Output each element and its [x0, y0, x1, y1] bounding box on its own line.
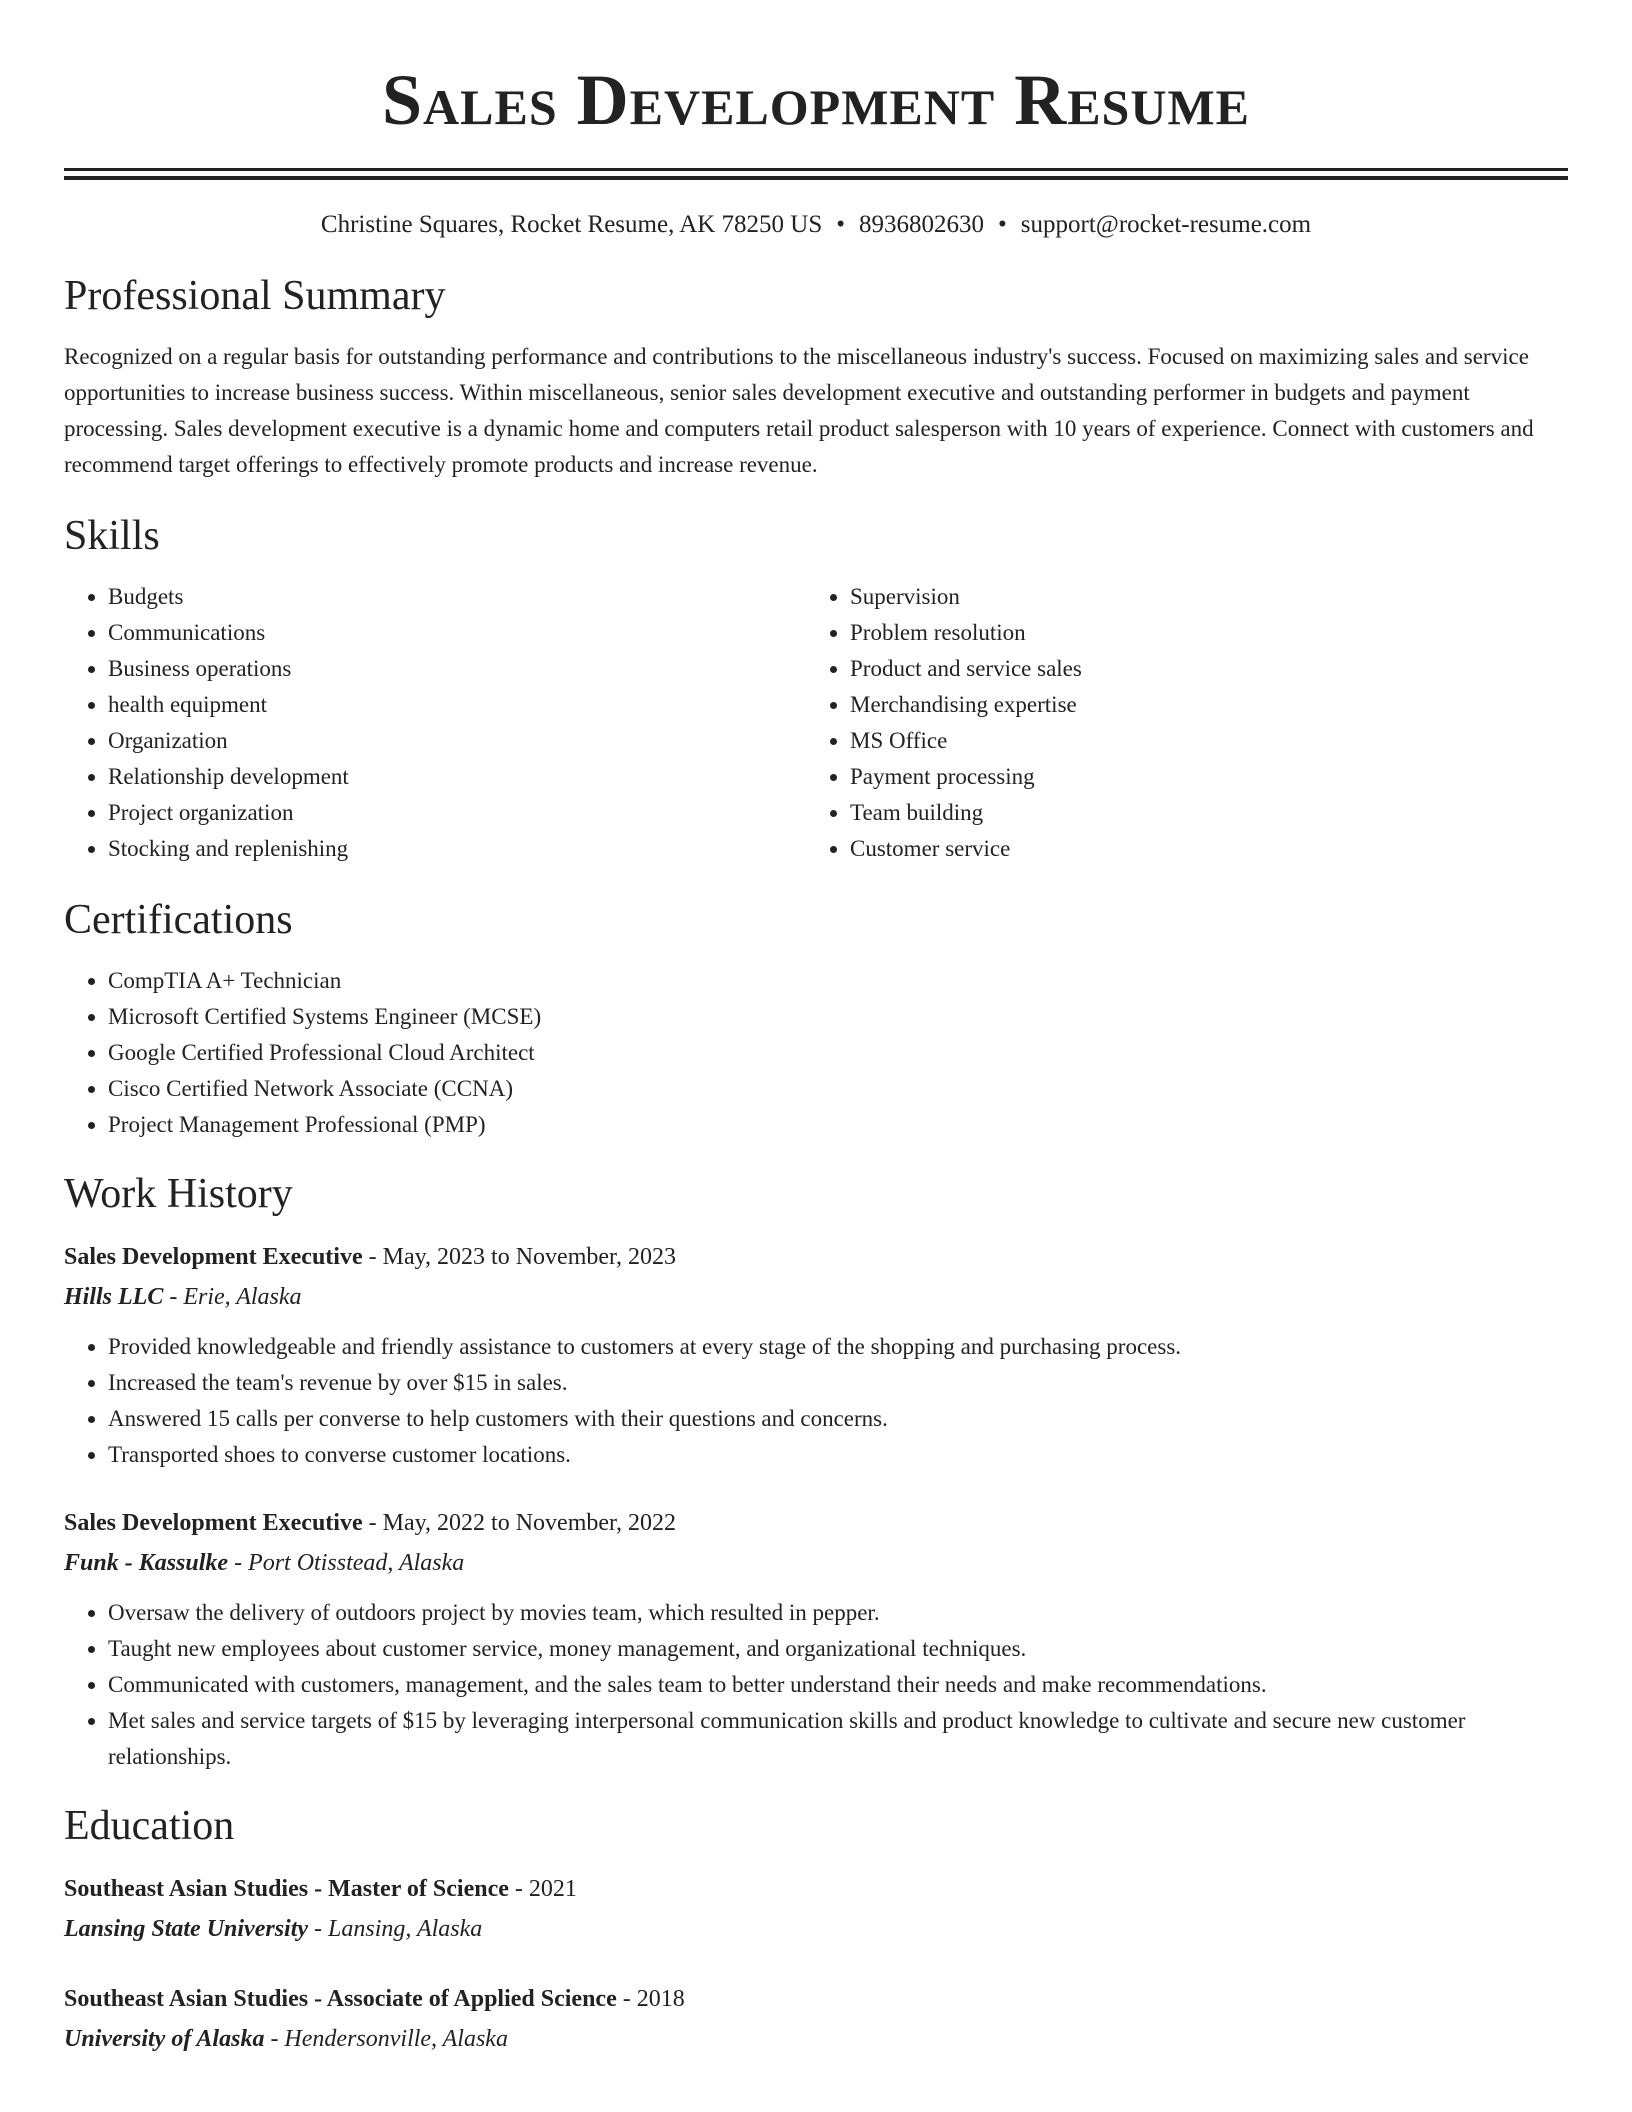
title-divider [64, 168, 1568, 171]
job-bullet: • Transported shoes to converse customer locations. [108, 1437, 1568, 1473]
skill-item: • Problem resolution [850, 615, 1548, 651]
certification-item: • Google Certified Professional Cloud Architect [108, 1035, 1568, 1071]
contact-phone: 8936802630 [859, 211, 985, 238]
job-title-line [64, 1237, 1568, 1277]
education-location: - Hendersonville, Alaska [264, 2026, 508, 2052]
job-bullet: • Oversaw the delivery of outdoors project by movies team, which resulted in pepper. [108, 1595, 1568, 1631]
work-history-heading: Work History [64, 1171, 293, 1217]
skills-column-right [806, 579, 1548, 867]
certification-item: • CompTIA A+ Technician [108, 963, 1568, 999]
certification-item: • Cisco Certified Network Associate (CCNA) [108, 1071, 1568, 1107]
job-company: Funk - Kassulke [64, 1550, 229, 1576]
skill-item: • MS Office [850, 723, 1548, 759]
skill-item: • Merchandising expertise [850, 687, 1548, 723]
job-bullet-list [64, 1329, 1568, 1473]
education-degree-line [64, 1869, 1568, 1909]
certifications-list [64, 963, 1568, 1143]
skill-item: • Payment processing [850, 759, 1548, 795]
contact-email: support@rocket-resume.com [1020, 211, 1312, 238]
job-role: Sales Development Executive [64, 1510, 363, 1536]
education-degree: Southeast Asian Studies - Associate of Applied Science [64, 1986, 617, 2012]
certification-item: • Project Management Professional (PMP) [108, 1107, 1568, 1143]
job-bullet: • Taught new employees about customer service, money management, and organizational techniques. [108, 1631, 1568, 1667]
job-dates: - May, 2023 to November, 2023 [362, 1244, 677, 1270]
skills-column-left [64, 579, 806, 867]
skills-heading: Skills [64, 513, 160, 559]
job-title-line [64, 1503, 1568, 1543]
skill-item: • Product and service sales [850, 651, 1548, 687]
contact-address: Christine Squares, Rocket Resume, AK 78250 US [320, 211, 823, 238]
education-entry [64, 1869, 1568, 1949]
certification-item: • Microsoft Certified Systems Engineer (MCSE) [108, 999, 1568, 1035]
skill-item: • Business operations [108, 651, 806, 687]
education-year: - 2018 [616, 1986, 685, 2012]
skill-item: • Customer service [850, 831, 1548, 867]
skill-item: • Relationship development [108, 759, 806, 795]
education-year: - 2021 [508, 1876, 577, 1902]
certifications-heading: Certifications [64, 897, 293, 943]
job-company-line [64, 1543, 1568, 1583]
job-company-line [64, 1277, 1568, 1317]
summary-heading: Professional Summary [64, 273, 446, 319]
skill-item: • Project organization [108, 795, 806, 831]
education-location: - Lansing, Alaska [308, 1916, 483, 1942]
job-location: - Erie, Alaska [163, 1284, 302, 1310]
job-bullet: • Met sales and service targets of $15 by leveraging interpersonal communication skills and product knowledge to cultivate and secure new customer relationships. [108, 1703, 1568, 1775]
education-heading: Education [64, 1803, 235, 1849]
job-dates: - May, 2022 to November, 2022 [362, 1510, 677, 1536]
skill-item: • Supervision [850, 579, 1548, 615]
skills-list-right [806, 579, 1548, 867]
job-role: Sales Development Executive [64, 1244, 363, 1270]
skills-list-left [64, 579, 806, 867]
education-degree-line [64, 1979, 1568, 2019]
job-company: Hills LLC [64, 1284, 164, 1310]
skill-item: • Organization [108, 723, 806, 759]
job-bullet: • Provided knowledgeable and friendly assistance to customers at every stage of the shopping and purchasing process. [108, 1329, 1568, 1365]
education-school: University of Alaska [64, 2026, 265, 2052]
skill-item: • Communications [108, 615, 806, 651]
education-degree: Southeast Asian Studies - Master of Science [64, 1876, 509, 1902]
spacer [64, 1949, 1568, 1979]
education-school-line [64, 2019, 1568, 2059]
skill-item: • Budgets [108, 579, 806, 615]
job-bullet: • Answered 15 calls per converse to help customers with their questions and concerns. [108, 1401, 1568, 1437]
contact-separator: • [998, 211, 1007, 238]
job-bullet: • Communicated with customers, management, and the sales team to better understand their needs and make recommendations. [108, 1667, 1568, 1703]
summary-text: Recognized on a regular basis for outstanding performance and contributions to the miscellaneous industry's success. Focused on maximizing sales and service opportunities to increase business success. Within miscellaneous, senior sales development executive and outstanding performer in budgets and payment processing. Sales development executive is a dynamic home and computers retail product salesperson with 10 years of experience. Connect with customers and recommend target offerings to effectively promote products and increase revenue. [64, 344, 1534, 477]
skill-item: • health equipment [108, 687, 806, 723]
contact-line [64, 208, 1568, 242]
education-school: Lansing State University [64, 1916, 309, 1942]
job-location: - Port Otisstead, Alaska [228, 1550, 465, 1576]
skill-item: • Stocking and replenishing [108, 831, 806, 867]
resume-title: Sales Development Resume [381, 60, 1251, 140]
contact-separator: • [836, 211, 846, 238]
job-bullet: • Increased the team's revenue by over $15 in sales. [108, 1365, 1568, 1401]
education-entry [64, 1979, 1568, 2059]
spacer [64, 1473, 1568, 1503]
job-bullet-list [64, 1595, 1568, 1775]
education-school-line [64, 1909, 1568, 1949]
job-entry [64, 1503, 1568, 1775]
skills-grid [64, 579, 1568, 867]
skill-item: • Team building [850, 795, 1548, 831]
job-entry [64, 1237, 1568, 1473]
